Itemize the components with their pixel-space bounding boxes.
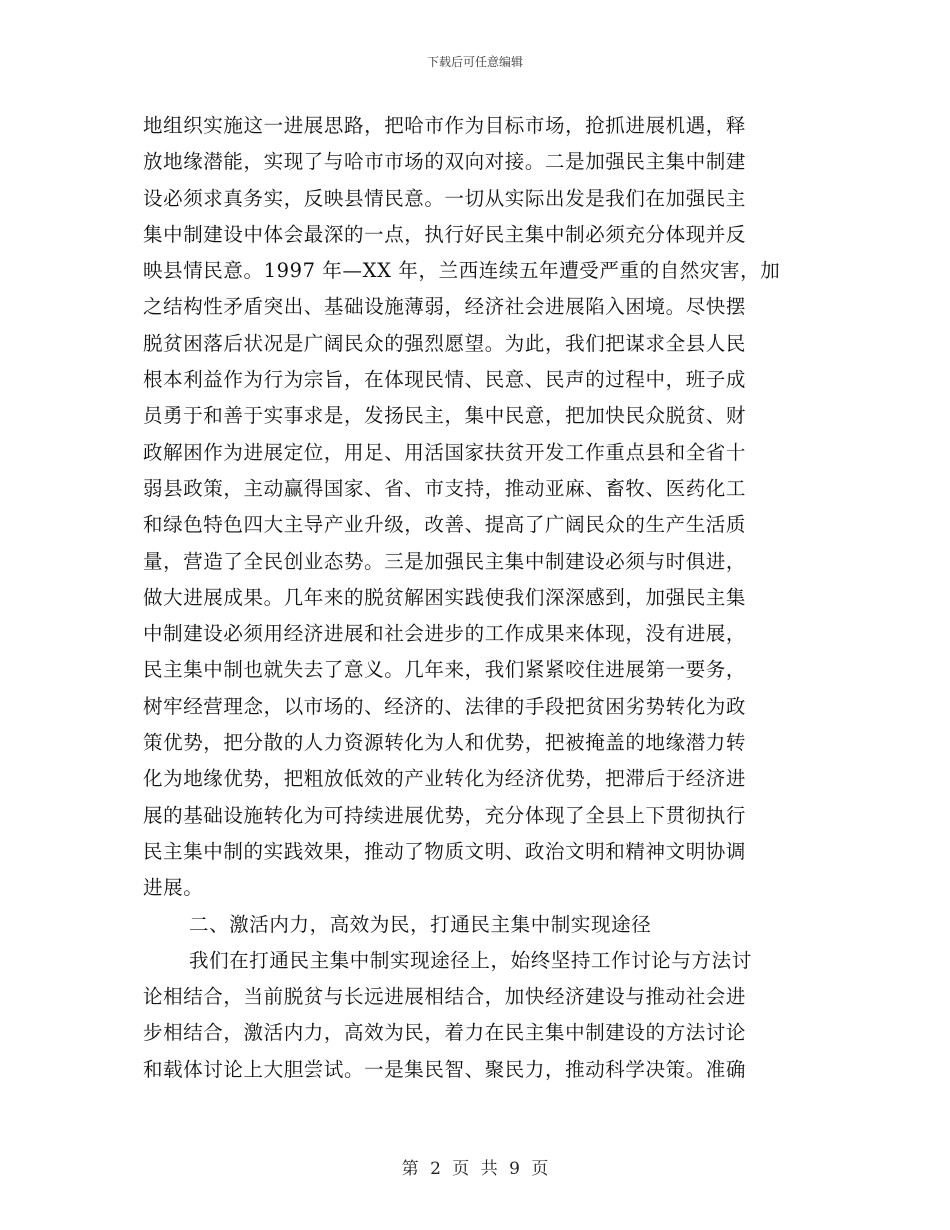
section-heading bbox=[143, 907, 807, 943]
text-line: 地组织实施这一进展思路，把哈市作为目标市场，抢抓进展机遇，释 bbox=[143, 114, 747, 137]
text-line: 设必须求真务实，反映县情民意。一切从实际出发是我们在加强民主 bbox=[143, 186, 747, 210]
text-line: 员勇于和善于实事求是，发扬民主，集中民意，把加快民众脱贫、财 bbox=[143, 404, 747, 428]
text-line: 化为地缘优势，把粗放低效的产业转化为经济优势，把滞后于经济进 bbox=[143, 767, 747, 791]
text-line: 根本利益作为行为宗旨，在体现民情、民意、民声的过程中，班子成 bbox=[143, 368, 747, 392]
text-line: 之结构性矛盾突出、基础设施薄弱，经济社会进展陷入困境。尽快摆 bbox=[143, 295, 747, 319]
text-line: 策优势，把分散的人力资源转化为人和优势，把被掩盖的地缘潜力转 bbox=[143, 731, 747, 755]
text-line: 量，营造了全民创业态势。三是加强民主集中制建设必须与时俱进， bbox=[143, 549, 747, 573]
text-line: 中制建设必须用经济进展和社会进步的工作成果来体现，没有进展， bbox=[143, 622, 747, 646]
text-line: 我们在打通民主集中制实现途径上，始终坚持工作讨论与方法讨 bbox=[189, 948, 752, 972]
text-line: 和载体讨论上大胆尝试。一是集民智、聚民力，推动科学决策。准确 bbox=[143, 1057, 747, 1081]
text-line: 放地缘潜能，实现了与哈市市场的双向对接。二是加强民主集中制建 bbox=[143, 150, 747, 174]
body-text bbox=[143, 108, 807, 1088]
text-line: 树牢经营理念，以市场的、经济的、法律的手段把贫困劣势转化为政 bbox=[143, 694, 747, 718]
text-line: 和绿色特色四大主导产业升级，改善、提高了广阔民众的生产生活质 bbox=[143, 513, 747, 537]
text-line: 脱贫困落后状况是广阔民众的强烈愿望。为此，我们把谋求全县人民 bbox=[143, 331, 747, 355]
text-line: 进展。 bbox=[143, 876, 204, 900]
text-line: 做大进展成果。几年来的脱贫解困实践使我们深深感到，加强民主集 bbox=[143, 585, 747, 609]
text-line: 步相结合，激活内力，高效为民，着力在民主集中制建设的方法讨论 bbox=[143, 1021, 747, 1045]
text-line: 展的基础设施转化为可持续进展优势，充分体现了全县上下贯彻执行 bbox=[143, 803, 747, 827]
text-line: 民主集中制的实践效果，推动了物质文明、政治文明和精神文明协调 bbox=[143, 839, 747, 863]
text-line: 政解困作为进展定位，用足、用活国家扶贫开发工作重点县和全省十 bbox=[143, 440, 747, 464]
paragraph-3 bbox=[143, 943, 807, 1088]
page-footer: 第 2 页 共 9 页 bbox=[401, 1159, 549, 1179]
text-line: 弱县政策，主动赢得国家、省、市支持，推动亚麻、畜牧、医药化工 bbox=[143, 476, 747, 500]
text-line: 论相结合，当前脱贫与长远进展相结合，加快经济建设与推动社会进 bbox=[143, 985, 747, 1009]
heading-line: 二、激活内力，高效为民，打通民主集中制实现途径 bbox=[189, 912, 652, 936]
text-line: 映县情民意。1997 年—XX 年，兰西连续五年遭受严重的自然灾害，加 bbox=[143, 259, 781, 283]
page-header: 下载后可任意编辑 bbox=[426, 55, 523, 69]
text-line: 集中制建设中体会最深的一点，执行好民主集中制必须充分体现并反 bbox=[143, 222, 747, 246]
paragraph-1 bbox=[143, 108, 807, 907]
text-line: 民主集中制也就失去了意义。几年来，我们紧紧咬住进展第一要务， bbox=[143, 658, 747, 682]
